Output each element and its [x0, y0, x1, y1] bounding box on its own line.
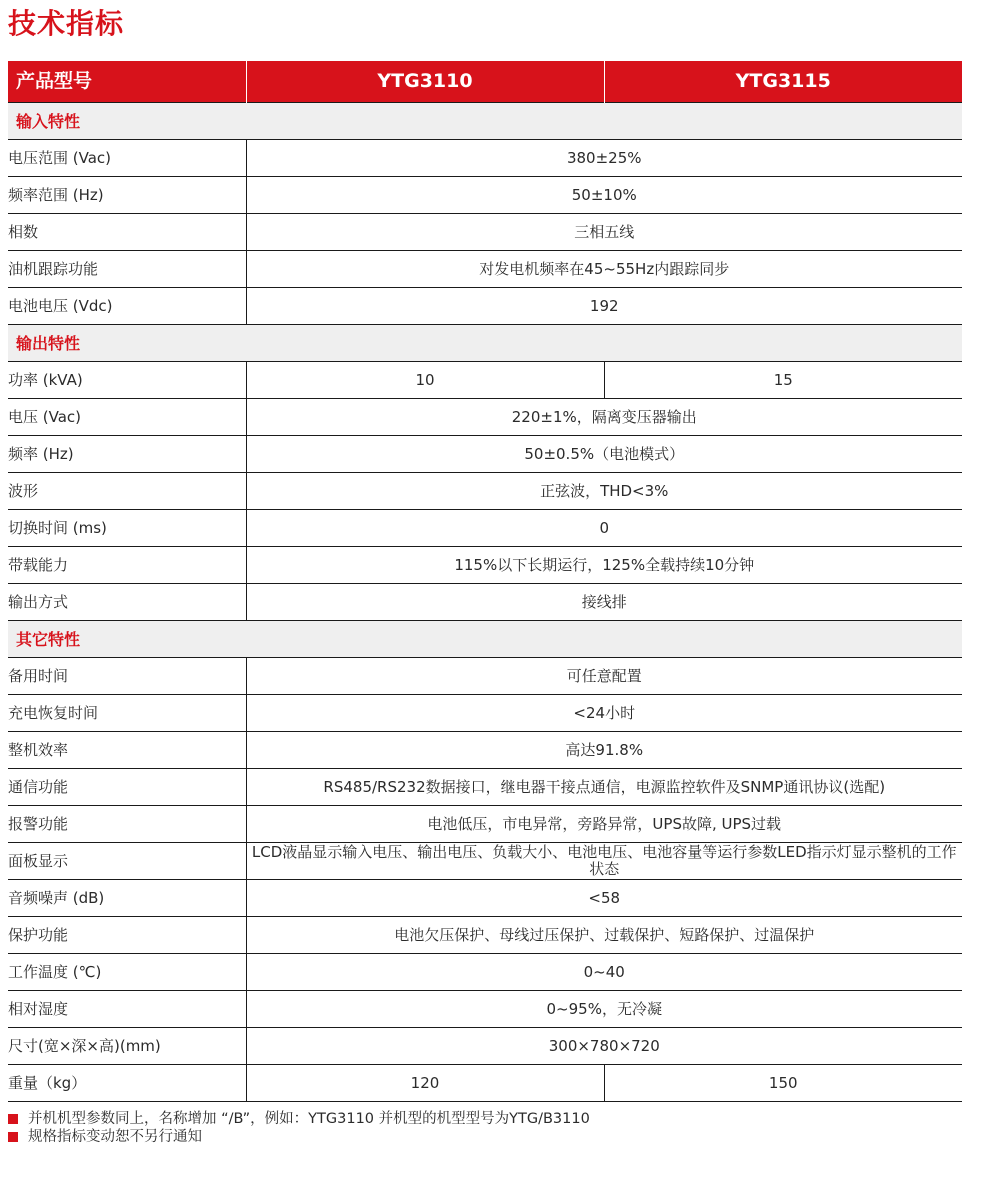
- row-label: 频率 (Hz): [8, 436, 246, 473]
- footnote-text: 并机机型参数同上，名称增加 “/B”，例如：YTG3110 并机型的机型型号为YTG/B3110: [28, 1111, 590, 1127]
- row-value: 50±0.5%（电池模式）: [246, 436, 962, 473]
- table-row: [8, 436, 962, 473]
- row-label: 音频噪声 (dB): [8, 880, 246, 917]
- section-title: 输入特性: [8, 103, 962, 140]
- row-label: 尺寸(宽×深×高)(mm): [8, 1028, 246, 1065]
- row-label: 电压范围 (Vac): [8, 140, 246, 177]
- row-value: 380±25%: [246, 140, 962, 177]
- row-label: 重量（kg）: [8, 1065, 246, 1102]
- row-label: 波形: [8, 473, 246, 510]
- row-value: 120: [246, 1065, 604, 1102]
- table-row: [8, 880, 962, 917]
- row-label: 相数: [8, 214, 246, 251]
- spec-table: [8, 61, 962, 1102]
- row-label: 频率范围 (Hz): [8, 177, 246, 214]
- page-title: 技术指标: [8, 7, 125, 40]
- row-value: 220±1%，隔离变压器输出: [246, 399, 962, 436]
- table-row: [8, 399, 962, 436]
- table-row: [8, 732, 962, 769]
- table-row: [8, 584, 962, 621]
- row-label: 电压 (Vac): [8, 399, 246, 436]
- section-row: [8, 621, 962, 658]
- table-row: [8, 769, 962, 806]
- footnote-item: [8, 1110, 590, 1128]
- row-value: 0~95%，无冷凝: [246, 991, 962, 1028]
- row-label: 油机跟踪功能: [8, 251, 246, 288]
- row-value: 电池欠压保护、母线过压保护、过载保护、短路保护、过温保护: [246, 917, 962, 954]
- row-label: 输出方式: [8, 584, 246, 621]
- table-row: [8, 214, 962, 251]
- footnotes: [8, 1110, 590, 1146]
- row-value: 10: [246, 362, 604, 399]
- table-row: [8, 251, 962, 288]
- header-model-ytg3110: YTG3110: [246, 61, 604, 103]
- table-row: [8, 510, 962, 547]
- row-value: 接线排: [246, 584, 962, 621]
- table-row: [8, 1065, 962, 1102]
- footnote-item: [8, 1128, 590, 1146]
- row-value: <24小时: [246, 695, 962, 732]
- table-row: [8, 547, 962, 584]
- row-value: 0~40: [246, 954, 962, 991]
- row-value: 115%以下长期运行，125%全载持续10分钟: [246, 547, 962, 584]
- row-value: RS485/RS232数据接口，继电器干接点通信，电源监控软件及SNMP通讯协议(选配): [246, 769, 962, 806]
- table-row: [8, 806, 962, 843]
- row-value: 0: [246, 510, 962, 547]
- row-label: 充电恢复时间: [8, 695, 246, 732]
- row-value: 三相五线: [246, 214, 962, 251]
- row-value: 300×780×720: [246, 1028, 962, 1065]
- section-title: 输出特性: [8, 325, 962, 362]
- square-bullet-icon: [8, 1114, 18, 1124]
- row-value: 电池低压，市电异常，旁路异常，UPS故障, UPS过载: [246, 806, 962, 843]
- table-row: [8, 843, 962, 880]
- row-label: 通信功能: [8, 769, 246, 806]
- table-row: [8, 288, 962, 325]
- row-value: <58: [246, 880, 962, 917]
- square-bullet-icon: [8, 1132, 18, 1142]
- row-label: 保护功能: [8, 917, 246, 954]
- row-label: 整机效率: [8, 732, 246, 769]
- table-row: [8, 695, 962, 732]
- table-row: [8, 140, 962, 177]
- table-header-row: [8, 61, 962, 103]
- row-value: 50±10%: [246, 177, 962, 214]
- row-label: 工作温度 (℃): [8, 954, 246, 991]
- header-model-ytg3115: YTG3115: [604, 61, 962, 103]
- table-row: [8, 658, 962, 695]
- section-title: 其它特性: [8, 621, 962, 658]
- row-value: 可任意配置: [246, 658, 962, 695]
- table-row: [8, 177, 962, 214]
- row-label: 面板显示: [8, 843, 246, 880]
- header-label: 产品型号: [8, 61, 246, 103]
- row-label: 备用时间: [8, 658, 246, 695]
- section-row: [8, 325, 962, 362]
- section-row: [8, 103, 962, 140]
- row-label: 功率 (kVA): [8, 362, 246, 399]
- row-value: LCD液晶显示输入电压、输出电压、负载大小、电池电压、电池容量等运行参数LED指示灯显示整机的工作状态: [246, 843, 962, 880]
- row-label: 带载能力: [8, 547, 246, 584]
- row-label: 相对湿度: [8, 991, 246, 1028]
- row-value: 192: [246, 288, 962, 325]
- row-value: 150: [604, 1065, 962, 1102]
- row-value: 正弦波，THD<3%: [246, 473, 962, 510]
- footnote-text: 规格指标变动恕不另行通知: [28, 1129, 202, 1145]
- table-row: [8, 1028, 962, 1065]
- table-row: [8, 917, 962, 954]
- row-label: 切换时间 (ms): [8, 510, 246, 547]
- row-value: 对发电机频率在45~55Hz内跟踪同步: [246, 251, 962, 288]
- table-row: [8, 954, 962, 991]
- row-value: 高达91.8%: [246, 732, 962, 769]
- table-row: [8, 473, 962, 510]
- row-value: 15: [604, 362, 962, 399]
- table-row: [8, 991, 962, 1028]
- row-label: 电池电压 (Vdc): [8, 288, 246, 325]
- table-row: [8, 362, 962, 399]
- row-label: 报警功能: [8, 806, 246, 843]
